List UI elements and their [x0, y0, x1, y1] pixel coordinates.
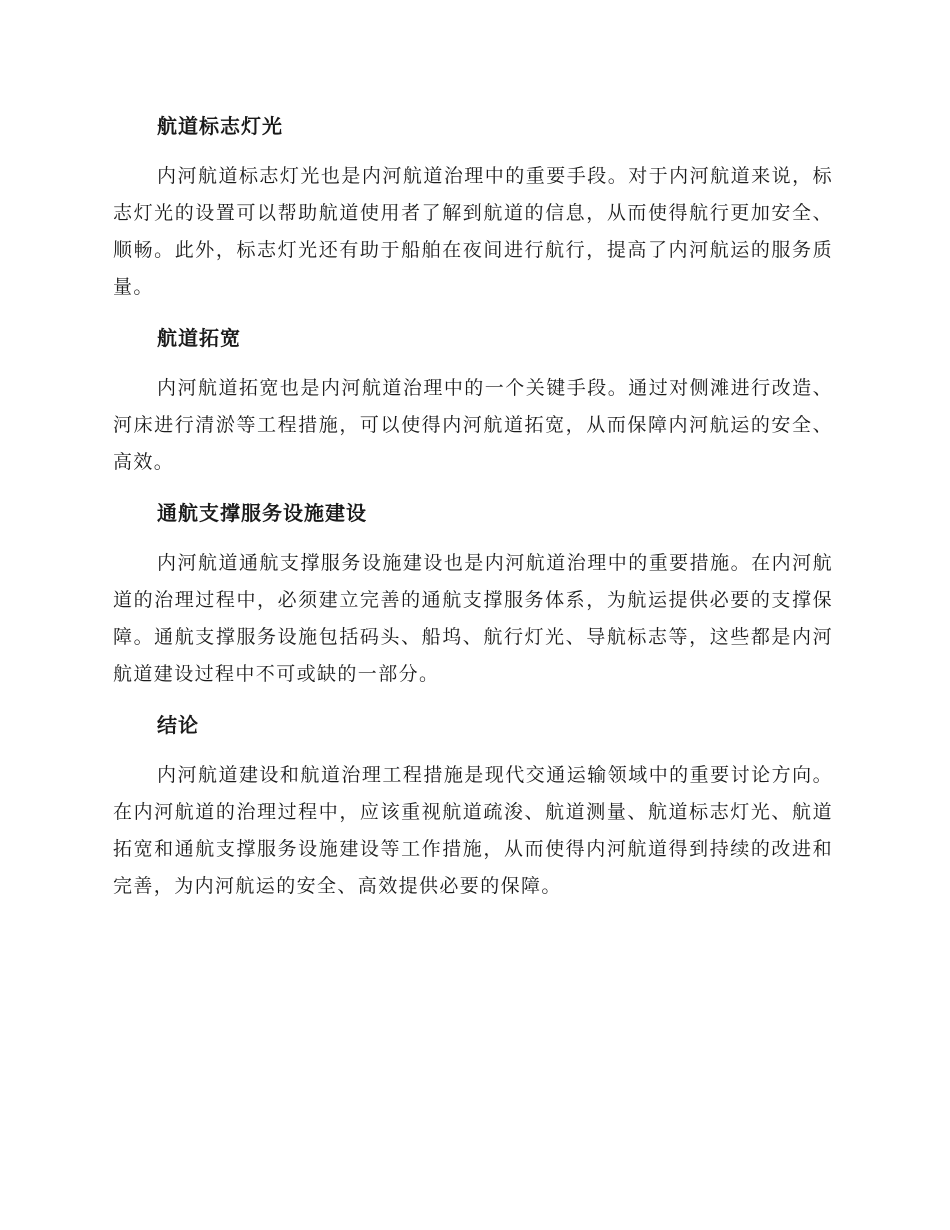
section-paragraph: 内河航道建设和航道治理工程措施是现代交通运输领域中的重要讨论方向。在内河航道的治理过程中，应该重视航道疏浚、航道测量、航道标志灯光、航道拓宽和通航支撑服务设施建设等工作措施，从而使得内河航道得到持续的改进和完善，为内河航运的安全、高效提供必要的保障。: [113, 764, 833, 897]
section-heading: 结论: [157, 713, 199, 737]
section-paragraph: 内河航道拓宽也是内河航道治理中的一个关键手段。通过对侧滩进行改造、河床进行清淤等工程措施，可以使得内河航道拓宽，从而保障内河航运的安全、高效。: [113, 377, 833, 473]
section-heading: 航道标志灯光: [157, 114, 283, 138]
section-navigation-lights: [113, 108, 833, 306]
section-paragraph: 内河航道标志灯光也是内河航道治理中的重要手段。对于内河航道来说，标志灯光的设置可以帮助航道使用者了解到航道的信息，从而使得航行更加安全、顺畅。此外，标志灯光还有助于船舶在夜间进行航行，提高了内河航运的服务质量。: [113, 165, 833, 298]
section-paragraph: 内河航道通航支撑服务设施建设也是内河航道治理中的重要措施。在内河航道的治理过程中，必须建立完善的通航支撑服务体系，为航运提供必要的支撑保障。通航支撑服务设施包括码头、船坞、航行灯光、导航标志等，这些都是内河航道建设过程中不可或缺的一部分。: [113, 552, 833, 685]
section-heading: 航道拓宽: [157, 326, 241, 350]
section-support-facilities: [113, 495, 833, 693]
section-channel-widening: [113, 320, 833, 481]
section-heading: 通航支撑服务设施建设: [157, 501, 367, 525]
section-conclusion: [113, 707, 833, 905]
document-body: [113, 108, 833, 919]
